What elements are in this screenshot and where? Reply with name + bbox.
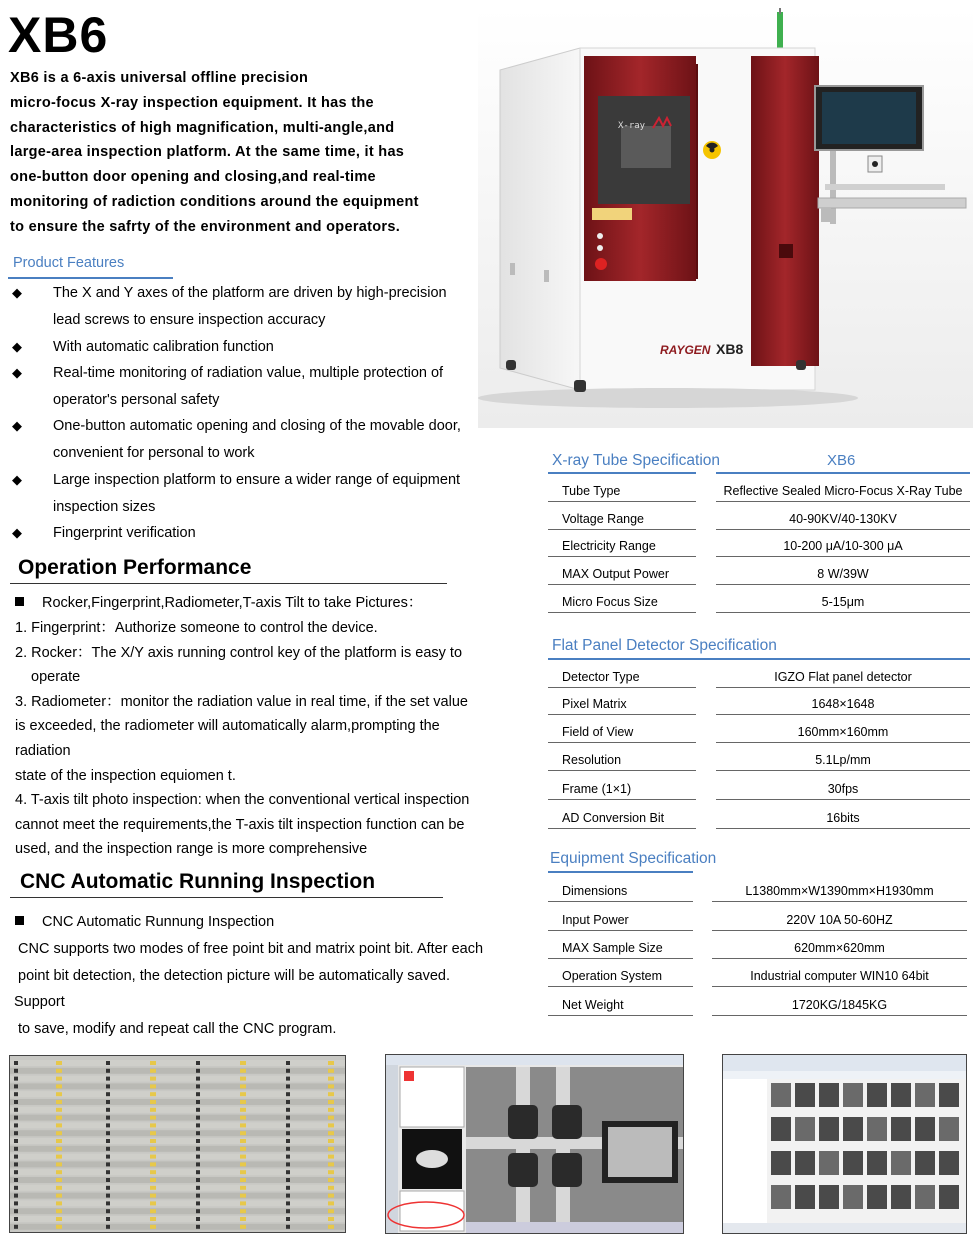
pcb-component [328,1186,334,1190]
software-screenshot [385,1054,684,1234]
pcb-component [328,1069,334,1073]
spec-label: Tube Type [548,474,696,502]
pcb-component [150,1178,156,1182]
product-features-underline [8,277,173,279]
pcb-component [106,1178,110,1182]
image-thumbnail [867,1151,887,1175]
pcb-component [14,1092,18,1096]
pcb-component [240,1225,246,1229]
pcb-component [106,1123,110,1127]
pcb-component [286,1069,290,1073]
pcb-component [196,1092,200,1096]
file-explorer-screenshot [722,1054,967,1234]
pcb-component [328,1201,334,1205]
image-thumbnail [819,1083,839,1107]
machine-model-badge: XB8 [716,341,744,357]
image-thumbnail [891,1151,911,1175]
pcb-component [56,1116,62,1120]
pcb-component [14,1123,18,1127]
image-thumbnail [771,1083,791,1107]
page-title: XB6 [8,7,109,63]
pcb-component [150,1061,156,1065]
pcb-component [56,1108,62,1112]
image-thumbnail [915,1185,935,1209]
pcb-component [56,1201,62,1205]
image-thumbnail [771,1185,791,1209]
pcb-component [106,1092,110,1096]
pcb-component [106,1147,110,1151]
pcb-component [106,1061,110,1065]
pcb-component [56,1225,62,1229]
spec-label: Resolution [548,743,696,771]
pcb-component [14,1077,18,1081]
pcb-component [328,1123,334,1127]
pcb-component [14,1178,18,1182]
pcb-component [106,1084,110,1088]
pcb-component [240,1155,246,1159]
spec-value: 5.1Lp/mm [716,743,970,771]
pcb-component [240,1162,246,1166]
machine-illustration [478,8,973,428]
pcb-component [14,1139,18,1143]
pcb-component [240,1186,246,1190]
spec-value: 220V 10A 50-60HZ [712,902,967,931]
pcb-component [106,1201,110,1205]
pcb-component [14,1217,18,1221]
feature-item: ◆ With automatic calibration function [12,334,477,361]
intro-paragraph [10,66,435,240]
pcb-component [286,1162,290,1166]
image-thumbnail [939,1117,959,1141]
spec-label: Detector Type [548,661,696,688]
spec-heading-underline [548,658,970,660]
pcb-component [240,1139,246,1143]
pcb-component [286,1178,290,1182]
spec-label: Frame (1×1) [548,771,696,800]
pcb-component [286,1155,290,1159]
pcb-component [286,1108,290,1112]
spec-value: 10-200 μA/10-300 μA [716,530,970,557]
image-thumbnail [939,1151,959,1175]
pcb-component [14,1194,18,1198]
pcb-component [328,1147,334,1151]
pcb-component [106,1077,110,1081]
image-thumbnail [939,1083,959,1107]
pcb-component [240,1100,246,1104]
pcb-component [240,1061,246,1065]
pcb-component [328,1194,334,1198]
pcb-strip-photo [9,1055,346,1233]
pcb-component [196,1209,200,1213]
pcb-component [240,1194,246,1198]
pcb-component [150,1162,156,1166]
spec-value: Reflective Sealed Micro-Focus X-Ray Tube [716,474,970,502]
pcb-component [14,1061,18,1065]
pcb-component [56,1217,62,1221]
image-thumbnail [891,1083,911,1107]
operation-bullet: Rocker,Fingerprint,Radiometer,T-axis Tilt to take Pictures： [15,591,485,616]
pcb-component [106,1131,110,1135]
pcb-component [240,1116,246,1120]
diamond-bullet-icon: ◆ [12,365,22,380]
pcb-component [240,1201,246,1205]
pcb-component [14,1162,18,1166]
diamond-bullet-icon: ◆ [12,418,22,433]
spec-label: Input Power [548,902,693,931]
pcb-component [106,1069,110,1073]
pcb-component [240,1170,246,1174]
spec-label: MAX Output Power [548,557,696,585]
pcb-component [56,1084,62,1088]
pcb-component [56,1178,62,1182]
operation-heading: Operation Performance [18,556,252,579]
pcb-component [196,1217,200,1221]
image-thumbnail [843,1151,863,1175]
pcb-component [196,1155,200,1159]
pcb-component [56,1147,62,1151]
pcb-component [240,1217,246,1221]
spec-value: 8 W/39W [716,557,970,585]
pcb-component [14,1201,18,1205]
diamond-bullet-icon: ◆ [12,525,22,540]
cnc-bullet: CNC Automatic Runnung Inspection [15,910,485,935]
pcb-component [286,1077,290,1081]
pcb-component [328,1092,334,1096]
pcb-component [150,1123,156,1127]
pcb-component [106,1225,110,1229]
image-thumbnail [891,1185,911,1209]
operation-divider [10,583,447,584]
pcb-component [150,1201,156,1205]
image-thumbnail [843,1117,863,1141]
pcb-component [286,1092,290,1096]
feature-item: ◆ Fingerprint verification [12,520,477,547]
image-thumbnail [867,1117,887,1141]
xray-tube-heading: X-ray Tube Specification [552,452,721,469]
cnc-body: CNC supports two modes of free point bit and matrix point bit. After each point bit detection, the detection picture will be automatically saved. Support to save, modify and repeat call the CNC program. [14,941,484,1037]
spec-value: 16bits [716,800,970,829]
pcb-component [196,1061,200,1065]
pcb-component [286,1139,290,1143]
pcb-component [196,1077,200,1081]
machine-brand: RAYGEN [660,343,711,357]
image-thumbnail [915,1117,935,1141]
pcb-component [106,1162,110,1166]
intro-line: micro-focus X-ray inspection equipment. It has the [10,94,374,111]
pcb-component [14,1170,18,1174]
pcb-component [150,1194,156,1198]
operation-body: 1. Fingerprint：Authorize someone to control the device. 2. Rocker：The X/Y axis running control key of the platform is easy to operate 3. Radiometer：monitor the radiation value in real time, if the set value is exceeded, the radiometer will automatically alarm,prompting the radiation state of the inspection equiomen t. 4. T-axis tilt photo inspection: when the conventional vertical inspection cannot meet the requirements,the T-axis tilt inspection function can be used, and the inspection range is more comprehensive [15,620,470,858]
pcb-component [106,1108,110,1112]
pcb-component [196,1170,200,1174]
pcb-component [286,1061,290,1065]
pcb-component [286,1225,290,1229]
xray-machine-image [478,8,973,428]
pcb-component [240,1209,246,1213]
pcb-component [106,1170,110,1174]
spec-value: 40-90KV/40-130KV [716,502,970,530]
xray-tube-model: XB6 [827,452,856,469]
spec-value: IGZO Flat panel detector [716,661,970,688]
spec-label: Operation System [548,959,693,987]
pcb-component [328,1116,334,1120]
pcb-component [150,1077,156,1081]
pcb-component [56,1061,62,1065]
cnc-divider [10,897,443,898]
diamond-bullet-icon: ◆ [12,339,22,354]
pcb-component [196,1108,200,1112]
spec-label: MAX Sample Size [548,931,693,959]
pcb-component [286,1131,290,1135]
pcb-component [56,1186,62,1190]
spec-label: Voltage Range [548,502,696,530]
pcb-component [14,1131,18,1135]
pcb-component [106,1194,110,1198]
image-thumbnail [915,1083,935,1107]
pcb-component [56,1170,62,1174]
spec-value: 620mm×620mm [712,931,967,959]
pcb-component [150,1100,156,1104]
pcb-component [240,1123,246,1127]
cnc-heading: CNC Automatic Running Inspection [20,870,376,893]
spec-label: Electricity Range [548,530,696,557]
diamond-bullet-icon: ◆ [12,472,22,487]
pcb-component [196,1201,200,1205]
pcb-component [240,1178,246,1182]
pcb-component [328,1131,334,1135]
diamond-bullet-icon: ◆ [12,285,22,300]
pcb-component [240,1084,246,1088]
pcb-component [196,1186,200,1190]
image-thumbnail [915,1151,935,1175]
pcb-component [56,1092,62,1096]
pcb-component [328,1100,334,1104]
pcb-component [286,1170,290,1174]
spec-label: AD Conversion Bit [548,800,696,829]
pcb-component [56,1077,62,1081]
intro-line: monitoring of radiction conditions around the equipment [10,193,419,210]
pcb-component [150,1092,156,1096]
image-thumbnail [795,1117,815,1141]
pcb-component [328,1178,334,1182]
pcb-component [106,1139,110,1143]
pcb-component [14,1100,18,1104]
pcb-component [286,1201,290,1205]
flat-panel-heading: Flat Panel Detector Specification [552,637,777,654]
feature-item: ◆ The X and Y axes of the platform are driven by high-precision lead screws to ensure inspection accuracy [12,280,477,333]
pcb-component [286,1217,290,1221]
pcb-component [150,1209,156,1213]
feature-item: ◆ Real-time monitoring of radiation value, multiple protection of operator's personal safety [12,360,477,413]
pcb-component [328,1108,334,1112]
pcb-component [150,1131,156,1135]
spec-value: 30fps [716,771,970,800]
spec-label: Pixel Matrix [548,688,696,715]
pcb-component [328,1155,334,1159]
pcb-component [328,1209,334,1213]
pcb-component [56,1139,62,1143]
pcb-component [328,1162,334,1166]
pcb-component [150,1139,156,1143]
pcb-component [14,1209,18,1213]
pcb-component [106,1155,110,1159]
pcb-component [56,1069,62,1073]
square-bullet-icon [15,916,24,925]
pcb-component [196,1116,200,1120]
pcb-component [150,1225,156,1229]
pcb-component [286,1100,290,1104]
pcb-component [328,1225,334,1229]
pcb-component [150,1170,156,1174]
feature-item: ◆ Large inspection platform to ensure a wider range of equipment inspection sizes [12,467,477,520]
pcb-component [56,1131,62,1135]
pcb-component [240,1108,246,1112]
pcb-component [56,1123,62,1127]
image-thumbnail [795,1151,815,1175]
spec-label: Dimensions [548,873,693,902]
spec-value: L1380mm×W1390mm×H1930mm [712,873,967,902]
pcb-component [56,1155,62,1159]
pcb-component [14,1108,18,1112]
pcb-component [14,1155,18,1159]
pcb-component [240,1077,246,1081]
pcb-component [150,1108,156,1112]
pcb-component [56,1194,62,1198]
pcb-component [196,1178,200,1182]
image-thumbnail [819,1117,839,1141]
pcb-component [286,1147,290,1151]
pcb-component [286,1209,290,1213]
image-thumbnail [795,1185,815,1209]
image-thumbnail [819,1151,839,1175]
pcb-component [240,1069,246,1073]
image-thumbnail [771,1117,791,1141]
spec-value: 1720KG/1845KG [712,987,967,1016]
pcb-component [240,1131,246,1135]
spec-value: Industrial computer WIN10 64bit [712,959,967,987]
image-thumbnail [939,1185,959,1209]
pcb-component [328,1084,334,1088]
pcb-component [150,1186,156,1190]
inspection-software-image [386,1055,683,1233]
pcb-component [14,1116,18,1120]
pcb-component [196,1139,200,1143]
pcb-component [150,1069,156,1073]
image-thumbnail [867,1185,887,1209]
intro-line: large-area inspection platform. At the same time, it has [10,144,405,161]
pcb-component [196,1162,200,1166]
pcb-component [56,1209,62,1213]
spec-value: 160mm×160mm [716,715,970,743]
intro-line: characteristics of high magnification, multi-angle,and [10,119,395,136]
pcb-component [196,1100,200,1104]
pcb-component [240,1147,246,1151]
pcb-component [286,1186,290,1190]
pcb-component [106,1217,110,1221]
pcb-component [14,1069,18,1073]
pcb-component [56,1162,62,1166]
spec-value: 5-15μm [716,585,970,613]
pcb-component [328,1077,334,1081]
pcb-strip-image [10,1056,345,1232]
pcb-component [150,1084,156,1088]
pcb-component [196,1194,200,1198]
pcb-component [106,1209,110,1213]
pcb-component [196,1225,200,1229]
pcb-component [150,1147,156,1151]
product-features-heading: Product Features [13,255,125,271]
pcb-component [196,1069,200,1073]
pcb-component [106,1116,110,1120]
intro-line: one-button door opening and closing,and real-time [10,169,376,186]
square-bullet-icon [15,597,24,606]
intro-line: to ensure the safrty of the environment and operators. [10,218,401,235]
pcb-component [328,1217,334,1221]
pcb-component [14,1147,18,1151]
pcb-component [14,1186,18,1190]
pcb-component [150,1155,156,1159]
image-thumbnail [771,1151,791,1175]
image-thumbnail [843,1083,863,1107]
pcb-component [14,1225,18,1229]
spec-label: Field of View [548,715,696,743]
pcb-component [196,1084,200,1088]
pcb-component [286,1123,290,1127]
image-thumbnail [819,1185,839,1209]
image-thumbnail [891,1117,911,1141]
image-thumbnail [843,1185,863,1209]
intro-line: XB6 is a 6-axis universal offline precision [10,70,309,86]
spec-label: Net Weight [548,987,693,1016]
machine-window-label: X-ray [618,121,646,131]
pcb-component [328,1139,334,1143]
pcb-component [196,1123,200,1127]
equipment-heading: Equipment Specification [550,850,717,867]
pcb-component [286,1084,290,1088]
pcb-component [286,1194,290,1198]
pcb-component [150,1217,156,1221]
feature-item: ◆ One-button automatic opening and closing of the movable door, convenient for personal to work [12,413,477,466]
pcb-component [196,1131,200,1135]
pcb-component [106,1100,110,1104]
spec-value: 1648×1648 [716,688,970,715]
pcb-component [328,1061,334,1065]
pcb-component [286,1116,290,1120]
pcb-component [106,1186,110,1190]
image-thumbnail [795,1083,815,1107]
pcb-component [328,1170,334,1174]
pcb-component [196,1147,200,1151]
pcb-component [14,1084,18,1088]
pcb-component [150,1116,156,1120]
spec-label: Micro Focus Size [548,585,696,613]
pcb-component [56,1100,62,1104]
image-thumbnail [867,1083,887,1107]
saved-images-folder-image [723,1055,966,1233]
pcb-component [240,1092,246,1096]
